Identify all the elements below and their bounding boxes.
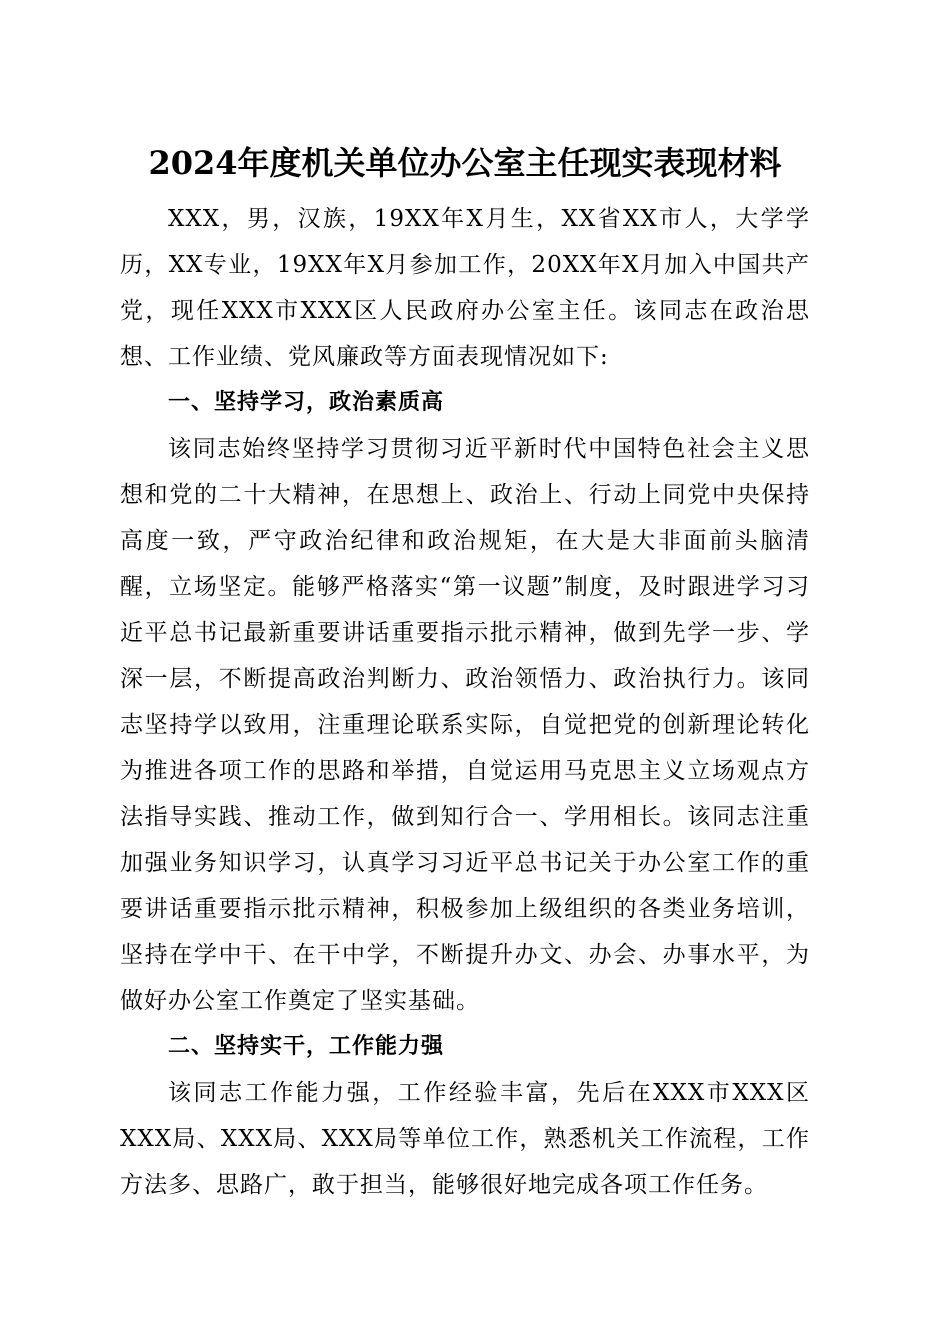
section-2 xyxy=(120,1024,810,1208)
section-body: 该同志工作能力强，工作经验丰富，先后在XXX市XXX区XXX局、XXX局、XXX局等单位工作，熟悉机关工作流程，工作方法多、思路广，敢于担当，能够很好地完成各项工作任务。 xyxy=(120,1080,810,1198)
intro-paragraph: XXX，男，汉族，19XX年X月生，XX省XX市人，大学学历，XX专业，19XX年X月参加工作，20XX年X月加入中国共产党，现任XXX市XXX区人民政府办公室主任。该同志在政治思想、工作业绩、党风廉政等方面表现情况如下: xyxy=(120,206,810,370)
document-title: 2024年度机关单位办公室主任现实表现材料 xyxy=(148,144,782,182)
section-heading: 二、坚持实干，工作能力强 xyxy=(168,1034,445,1059)
section-body: 该同志始终坚持学习贯彻习近平新时代中国特色社会主义思想和党的二十大精神，在思想上、政治上、行动上同党中央保持高度一致，严守政治纪律和政治规矩，在大是大非面前头脑清醒，立场坚定。能够严格落实“第一议题”制度，及时跟进学习习近平总书记最新重要讲话重要指示批示精神，做到先学一步、学深一层，不断提高政治判断力、政治领悟力、政治执行力。该同志坚持学以致用，注重理论联系实际，自觉把党的创新理论转化为推进各项工作的思路和举措，自觉运用马克思主义立场观点方法指导实践、推动工作，做到知行合一、学用相长。该同志注重加强业务知识学习，认真学习习近平总书记关于办公室工作的重要讲话重要指示批示精神，积极参加上级组织的各类业务培训，坚持在学中干、在干中学，不断提升办文、办会、办事水平，为做好办公室工作奠定了坚实基础。 xyxy=(120,436,810,1014)
section-1 xyxy=(120,380,810,1024)
document-page xyxy=(120,140,810,1208)
section-heading: 一、坚持学习，政治素质高 xyxy=(168,390,445,415)
